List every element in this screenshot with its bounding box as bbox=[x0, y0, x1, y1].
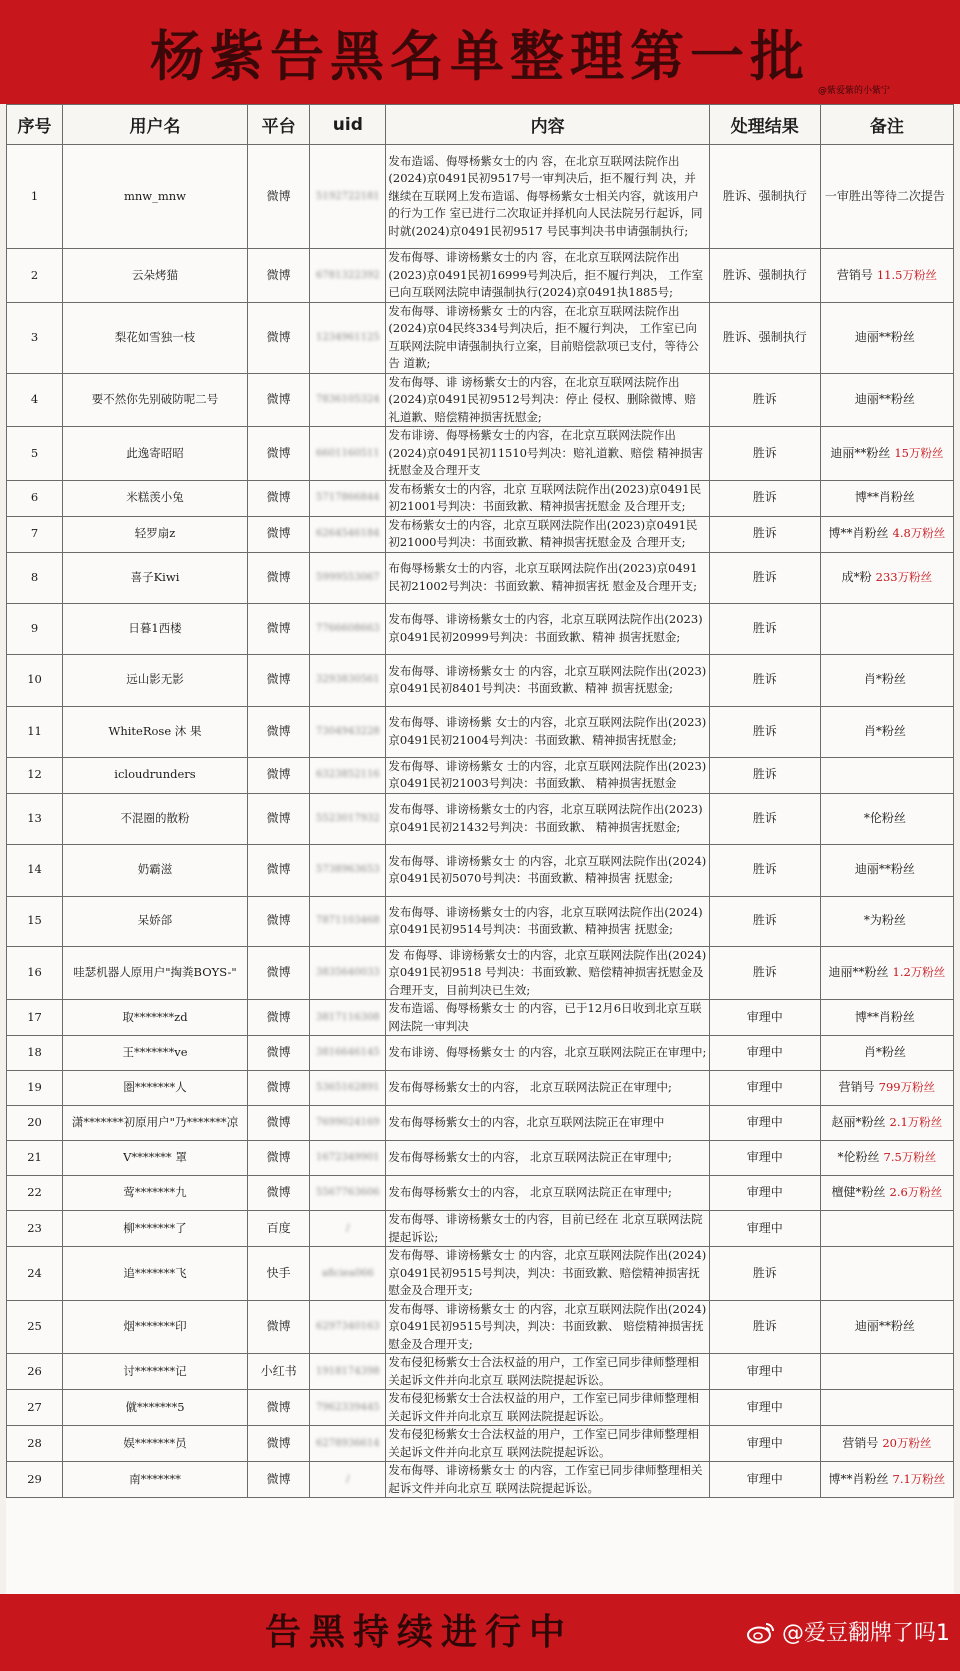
cell-note bbox=[820, 552, 953, 603]
note-text: 迪丽**粉丝 bbox=[854, 862, 915, 877]
fans-count: 233万粉丝 bbox=[875, 569, 933, 584]
cell-no: 16 bbox=[7, 946, 63, 1000]
cell-result: 审理中 bbox=[709, 1000, 820, 1036]
cell-username: 取*******zd bbox=[63, 1000, 248, 1036]
cell-result: 胜诉 bbox=[709, 516, 820, 552]
fans-count: 7.1万粉丝 bbox=[892, 1471, 946, 1486]
cell-result: 胜诉 bbox=[709, 603, 820, 654]
cell-username: 烟*******印 bbox=[63, 1300, 248, 1354]
note-text: 博**肖粉丝 bbox=[828, 1471, 889, 1486]
cell-note bbox=[820, 427, 953, 481]
header-note: 备注 bbox=[820, 105, 953, 145]
cell-username: 潇*******初原用户"乃*******凉 bbox=[63, 1106, 248, 1141]
cell-note bbox=[820, 1462, 953, 1498]
footer-text: 告黑持续进行中 bbox=[265, 1612, 574, 1653]
cell-no: 27 bbox=[7, 1390, 63, 1426]
cell-no: 24 bbox=[7, 1247, 63, 1301]
cell-content: 发布侮辱、诽谤杨紫女士的内容，北京互联网法院作出(2024)京0491民初9514号判决：书面致歉、精神损害 抚慰金; bbox=[386, 896, 709, 946]
cell-note bbox=[820, 516, 953, 552]
cell-uid: 5523017932 bbox=[310, 793, 386, 844]
cell-platform: 微博 bbox=[247, 249, 309, 303]
note-text: 赵丽*粉丝 bbox=[831, 1115, 886, 1130]
cell-content: 发布杨紫女士的内容，北京互联网法院作出(2023)京0491民初21000号判决：书面致歉、精神损害抚慰金及 合理开支; bbox=[386, 516, 709, 552]
cell-result: 审理中 bbox=[709, 1462, 820, 1498]
blacklist-table-wrap bbox=[6, 104, 954, 1594]
table-row bbox=[7, 603, 954, 654]
note-text: 成*粉 bbox=[841, 569, 872, 584]
cell-no: 15 bbox=[7, 896, 63, 946]
cell-username: 轻罗扇z bbox=[63, 516, 248, 552]
cell-content: 发布侮辱杨紫女士的内容， 北京互联网法院正在审理中; bbox=[386, 1071, 709, 1106]
note-text: 檀健*粉丝 bbox=[831, 1185, 886, 1200]
cell-no: 14 bbox=[7, 844, 63, 896]
cell-result: 胜诉 bbox=[709, 757, 820, 793]
table-header-row bbox=[7, 105, 954, 145]
cell-no: 9 bbox=[7, 603, 63, 654]
note-text: 肖*粉丝 bbox=[863, 1045, 906, 1060]
cell-result: 审理中 bbox=[709, 1176, 820, 1211]
cell-uid: 6297340163 bbox=[310, 1300, 386, 1354]
note-text: 一审胜出等待二次提告 bbox=[824, 188, 945, 203]
cell-note bbox=[820, 1426, 953, 1462]
cell-note bbox=[820, 654, 953, 706]
cell-username: 王*******ve bbox=[63, 1036, 248, 1071]
cell-platform: 微博 bbox=[247, 1036, 309, 1071]
cell-content: 发布造谣、侮辱杨紫女士的内 容，在北京互联网法院作出(2024)京0491民初9517号一审判决后，拒不履行判 决，并继续在互联网上发布造谣、侮辱杨紫女士相关内容，就该用户的行为工作 室已进行二次取证并择机向人民法院另行起诉，同时就(2024)京0491民初9517 号民事判决书申请强制执行; bbox=[386, 145, 709, 249]
fans-count: 2.6万粉丝 bbox=[889, 1185, 943, 1200]
cell-result: 胜诉 bbox=[709, 896, 820, 946]
cell-uid: 7699024169 bbox=[310, 1106, 386, 1141]
cell-username: 娱*******员 bbox=[63, 1426, 248, 1462]
cell-uid: 7766608663 bbox=[310, 603, 386, 654]
cell-platform: 微博 bbox=[247, 1106, 309, 1141]
cell-username: 讨*******记 bbox=[63, 1354, 248, 1390]
table-row bbox=[7, 654, 954, 706]
cell-username: 奶霸滋 bbox=[63, 844, 248, 896]
title-banner bbox=[0, 0, 960, 104]
cell-username: 日暮1西楼 bbox=[63, 603, 248, 654]
cell-note bbox=[820, 1106, 953, 1141]
cell-result: 审理中 bbox=[709, 1211, 820, 1247]
header-result: 处理结果 bbox=[709, 105, 820, 145]
cell-platform: 快手 bbox=[247, 1247, 309, 1301]
cell-no: 6 bbox=[7, 480, 63, 516]
table-row bbox=[7, 1071, 954, 1106]
cell-username: 要不然你先别破防呢二号 bbox=[63, 373, 248, 427]
blacklist-table bbox=[6, 104, 954, 1498]
cell-no: 22 bbox=[7, 1176, 63, 1211]
cell-platform: 微博 bbox=[247, 552, 309, 603]
table-row bbox=[7, 706, 954, 757]
cell-uid: 3835640033 bbox=[310, 946, 386, 1000]
table-row bbox=[7, 1141, 954, 1176]
cell-uid: / bbox=[310, 1211, 386, 1247]
cell-result: 胜诉、强制执行 bbox=[709, 249, 820, 303]
cell-content: 发布侮辱、诽谤杨紫女 士的内容，在北京互联网法院作出(2024)京04民终334号判决后，拒不履行判决， 工作室已向互联网法院申请强制执行立案，目前赔偿款项已支付，等待公告 道歉; bbox=[386, 302, 709, 373]
cell-result: 胜诉、强制执行 bbox=[709, 145, 820, 249]
cell-platform: 微博 bbox=[247, 1426, 309, 1462]
cell-platform: 微博 bbox=[247, 302, 309, 373]
cell-note bbox=[820, 1036, 953, 1071]
cell-username: V******* 罩 bbox=[63, 1141, 248, 1176]
cell-uid: 6781322392 bbox=[310, 249, 386, 303]
cell-uid: 6601160511 bbox=[310, 427, 386, 481]
cell-no: 4 bbox=[7, 373, 63, 427]
cell-uid: 3817116308 bbox=[310, 1000, 386, 1036]
cell-result: 胜诉 bbox=[709, 654, 820, 706]
cell-result: 胜诉 bbox=[709, 373, 820, 427]
cell-no: 11 bbox=[7, 706, 63, 757]
cell-uid: 7304943228 bbox=[310, 706, 386, 757]
cell-content: 发布侮辱、诽谤杨紫女士的内 容，在北京互联网法院作出(2023)京0491民初16999号判决后，拒不履行判决， 工作室已向互联网法院申请强制执行(2024)京0491执1885号; bbox=[386, 249, 709, 303]
cell-no: 3 bbox=[7, 302, 63, 373]
cell-platform: 微博 bbox=[247, 654, 309, 706]
note-text: 博**肖粉丝 bbox=[854, 1009, 915, 1024]
cell-uid: 1234961125 bbox=[310, 302, 386, 373]
cell-note bbox=[820, 946, 953, 1000]
table-row bbox=[7, 1211, 954, 1247]
table-row bbox=[7, 373, 954, 427]
fans-count: 7.5万粉丝 bbox=[883, 1150, 937, 1165]
cell-uid: 7836105324 bbox=[310, 373, 386, 427]
table-row bbox=[7, 302, 954, 373]
cell-platform: 微博 bbox=[247, 373, 309, 427]
cell-platform: 微博 bbox=[247, 1390, 309, 1426]
cell-platform: 微博 bbox=[247, 757, 309, 793]
cell-content: 发布侮辱、诽谤杨紫女士 的内容，北京互联网法院作出(2024)京0491民初9515号判决，判决：书面致歉、 赔偿精神损害抚慰金及合理开支; bbox=[386, 1300, 709, 1354]
cell-note bbox=[820, 1354, 953, 1390]
footer-banner bbox=[0, 1594, 960, 1671]
cell-uid: 5999553067 bbox=[310, 552, 386, 603]
table-row bbox=[7, 1426, 954, 1462]
cell-username: 云朵烤猫 bbox=[63, 249, 248, 303]
cell-result: 审理中 bbox=[709, 1426, 820, 1462]
cell-content: 发布侵犯杨紫女士合法权益的用户，工作室已同步律师整理相关起诉文件并向北京互 联网法院提起诉讼。 bbox=[386, 1390, 709, 1426]
cell-platform: 微博 bbox=[247, 946, 309, 1000]
table-body bbox=[7, 145, 954, 1498]
cell-uid: 1918174398 bbox=[310, 1354, 386, 1390]
page-title: 杨紫告黑名单整理第一批 bbox=[150, 24, 810, 88]
cell-platform: 微博 bbox=[247, 1071, 309, 1106]
cell-uid: 3293830561 bbox=[310, 654, 386, 706]
table-row bbox=[7, 1462, 954, 1498]
cell-username: 圏*******人 bbox=[63, 1071, 248, 1106]
note-text: 肖*粉丝 bbox=[863, 723, 906, 738]
cell-result: 审理中 bbox=[709, 1141, 820, 1176]
cell-note bbox=[820, 1247, 953, 1301]
cell-content: 发布侮辱杨紫女士的内容， 北京互联网法院正在审理中; bbox=[386, 1141, 709, 1176]
cell-username: 南******* bbox=[63, 1462, 248, 1498]
cell-no: 5 bbox=[7, 427, 63, 481]
note-text: 肖*粉丝 bbox=[863, 672, 906, 687]
cell-note bbox=[820, 145, 953, 249]
cell-content: 布侮辱杨紫女士的内容，北京互联网法院作出(2023)京0491民初21002号判决：书面致歉、精神损害抚 慰金及合理开支; bbox=[386, 552, 709, 603]
cell-result: 胜诉 bbox=[709, 844, 820, 896]
table-row bbox=[7, 516, 954, 552]
cell-result: 审理中 bbox=[709, 1106, 820, 1141]
cell-note bbox=[820, 1211, 953, 1247]
cell-uid: 5365162891 bbox=[310, 1071, 386, 1106]
cell-no: 10 bbox=[7, 654, 63, 706]
cell-note bbox=[820, 480, 953, 516]
cell-platform: 微博 bbox=[247, 603, 309, 654]
cell-uid: 5192722181 bbox=[310, 145, 386, 249]
table-row bbox=[7, 896, 954, 946]
cell-result: 胜诉 bbox=[709, 1247, 820, 1301]
cell-username: 远山影无影 bbox=[63, 654, 248, 706]
cell-no: 12 bbox=[7, 757, 63, 793]
table-row bbox=[7, 1300, 954, 1354]
table-row bbox=[7, 1354, 954, 1390]
cell-no: 8 bbox=[7, 552, 63, 603]
cell-platform: 小红书 bbox=[247, 1354, 309, 1390]
cell-username: 柳*******了 bbox=[63, 1211, 248, 1247]
cell-no: 23 bbox=[7, 1211, 63, 1247]
header-content: 内容 bbox=[386, 105, 709, 145]
cell-username: 哇瑟机器人原用户"掏粪BOYS-" bbox=[63, 946, 248, 1000]
cell-platform: 微博 bbox=[247, 706, 309, 757]
cell-uid: 6278936614 bbox=[310, 1426, 386, 1462]
fans-count: 4.8万粉丝 bbox=[892, 526, 946, 541]
cell-content: 发布侮辱、诽谤杨紫女士 的内容，北京互联网法院作出(2023)京0491民初8401号判决：书面致歉、精神 损害抚慰金; bbox=[386, 654, 709, 706]
cell-username: WhiteRose 沐 果 bbox=[63, 706, 248, 757]
table-row bbox=[7, 757, 954, 793]
cell-platform: 微博 bbox=[247, 1176, 309, 1211]
weibo-watermark bbox=[746, 1616, 950, 1647]
note-text: 营销号 bbox=[842, 1435, 879, 1450]
cell-note bbox=[820, 757, 953, 793]
cell-no: 1 bbox=[7, 145, 63, 249]
cell-result: 审理中 bbox=[709, 1071, 820, 1106]
cell-content: 发布侮辱、诽谤杨紫女士的内容，北京互联网法院作出(2023)京0491民初20999号判决：书面致歉、精神 损害抚慰金; bbox=[386, 603, 709, 654]
cell-platform: 微博 bbox=[247, 793, 309, 844]
table-row bbox=[7, 145, 954, 249]
cell-note bbox=[820, 1141, 953, 1176]
cell-username: 喜子Kiwi bbox=[63, 552, 248, 603]
cell-note bbox=[820, 1071, 953, 1106]
cell-username: 米糕羡小兔 bbox=[63, 480, 248, 516]
cell-content: 发布侵犯杨紫女士合法权益的用户，工作室已同步律师整理相关起诉文件并向北京互 联网法院提起诉讼。 bbox=[386, 1354, 709, 1390]
cell-uid: 7871103468 bbox=[310, 896, 386, 946]
cell-uid: 5738963653 bbox=[310, 844, 386, 896]
cell-platform: 微博 bbox=[247, 896, 309, 946]
cell-uid: 7962339445 bbox=[310, 1390, 386, 1426]
cell-username: 呆娇郃 bbox=[63, 896, 248, 946]
note-text: *伦粉丝 bbox=[837, 1150, 880, 1165]
note-text: 博**肖粉丝 bbox=[854, 490, 915, 505]
note-text: *伦粉丝 bbox=[863, 810, 906, 825]
cell-note bbox=[820, 249, 953, 303]
note-text: 迪丽**粉丝 bbox=[830, 445, 891, 460]
fans-count: 1.2万粉丝 bbox=[892, 965, 946, 979]
cell-uid: 6264546184 bbox=[310, 516, 386, 552]
header-platform: 平台 bbox=[247, 105, 309, 145]
cell-platform: 微博 bbox=[247, 844, 309, 896]
fans-count: 11.5万粉丝 bbox=[876, 267, 937, 282]
cell-uid: 1672349901 bbox=[310, 1141, 386, 1176]
cell-username: icloudrunders bbox=[63, 757, 248, 793]
cell-result: 胜诉 bbox=[709, 427, 820, 481]
cell-platform: 微博 bbox=[247, 1462, 309, 1498]
cell-content: 发布诽谤、侮辱杨紫女士 的内容，北京互联网法院正在审理中; bbox=[386, 1036, 709, 1071]
cell-no: 18 bbox=[7, 1036, 63, 1071]
cell-result: 胜诉 bbox=[709, 946, 820, 1000]
cell-result: 胜诉 bbox=[709, 793, 820, 844]
cell-result: 胜诉 bbox=[709, 1300, 820, 1354]
cell-no: 26 bbox=[7, 1354, 63, 1390]
table-row bbox=[7, 552, 954, 603]
cell-content: 发布杨紫女士的内容，北京 互联网法院作出(2023)京0491民初21001号判决：书面致歉、精神损害抚慰金 及合理开支; bbox=[386, 480, 709, 516]
header-no: 序号 bbox=[7, 105, 63, 145]
cell-username: 不混圈的散粉 bbox=[63, 793, 248, 844]
cell-platform: 微博 bbox=[247, 427, 309, 481]
cell-content: 发布造谣、侮辱杨紫女士 的内容，已于12月6日收到北京互联网法院一审判决 bbox=[386, 1000, 709, 1036]
cell-result: 胜诉、强制执行 bbox=[709, 302, 820, 373]
cell-uid: 6323852116 bbox=[310, 757, 386, 793]
table-row bbox=[7, 793, 954, 844]
fans-count: 15万粉丝 bbox=[894, 445, 944, 460]
banner-credit: @紫爱紫的小紫宁 bbox=[817, 86, 890, 96]
watermark-text: @爱豆翻牌了吗1 bbox=[782, 1621, 950, 1646]
note-text: 营销号 bbox=[838, 1080, 875, 1095]
cell-content: 发布侮辱杨紫女士的内容，北京互联网法院正在审理中 bbox=[386, 1106, 709, 1141]
cell-content: 发布侵犯杨紫女士合法权益的用户，工作室已同步律师整理相关起诉文件并向北京互 联网法院提起诉讼。 bbox=[386, 1426, 709, 1462]
table-row bbox=[7, 1390, 954, 1426]
note-text: *为粉丝 bbox=[863, 913, 906, 928]
cell-no: 21 bbox=[7, 1141, 63, 1176]
table-row bbox=[7, 1247, 954, 1301]
cell-uid: / bbox=[310, 1462, 386, 1498]
cell-platform: 百度 bbox=[247, 1211, 309, 1247]
cell-note bbox=[820, 896, 953, 946]
cell-content: 发布侮辱、诽 谤杨紫女士的内容，在北京互联网法院作出(2024)京0491民初9512号判决：停止 侵权、删除微博、赔礼道歉、赔偿精神损害抚慰金; bbox=[386, 373, 709, 427]
cell-username: 梨花如雪独一枝 bbox=[63, 302, 248, 373]
header-uid: uid bbox=[310, 105, 386, 145]
cell-note bbox=[820, 844, 953, 896]
cell-result: 审理中 bbox=[709, 1390, 820, 1426]
cell-no: 20 bbox=[7, 1106, 63, 1141]
table-row bbox=[7, 1036, 954, 1071]
cell-result: 胜诉 bbox=[709, 706, 820, 757]
cell-note bbox=[820, 1300, 953, 1354]
table-row bbox=[7, 946, 954, 1000]
cell-uid: 5717866844 bbox=[310, 480, 386, 516]
cell-uid: a8ciea066 bbox=[310, 1247, 386, 1301]
note-text: 迪丽**粉丝 bbox=[854, 1319, 915, 1333]
cell-uid: 5567763606 bbox=[310, 1176, 386, 1211]
cell-username: 此逸寄昭昭 bbox=[63, 427, 248, 481]
cell-no: 17 bbox=[7, 1000, 63, 1036]
cell-content: 发布侮辱、诽谤杨紫女 士的内容，北京互联网法院作出(2023)京0491民初21003号判决：书面致歉、 精神损害抚慰金 bbox=[386, 757, 709, 793]
cell-content: 发布侮辱、诽谤杨紫女士 的内容，北京互联网法院作出(2024)京0491民初9515号判决，判决：书面致歉、赔偿精神损害抚慰金及合理开支; bbox=[386, 1247, 709, 1301]
cell-platform: 微博 bbox=[247, 1000, 309, 1036]
cell-result: 审理中 bbox=[709, 1036, 820, 1071]
table-row bbox=[7, 1176, 954, 1211]
fans-count: 2.1万粉丝 bbox=[889, 1115, 943, 1130]
cell-no: 2 bbox=[7, 249, 63, 303]
table-row bbox=[7, 1000, 954, 1036]
cell-content: 发 布侮辱、诽谤杨紫女士的内容，北京互联网法院作出(2024)京0491民初9518 号判决：书面致歉、赔偿精神损害抚慰金及合理开支，目前判决已生效; bbox=[386, 946, 709, 1000]
cell-note bbox=[820, 302, 953, 373]
cell-content: 发布侮辱、诽谤杨紫女士的内容，目前已经在 北京互联网法院提起诉讼; bbox=[386, 1211, 709, 1247]
cell-content: 发布诽谤、侮辱杨紫女士的内容，在北京互联网法院作出(2024)京0491民初11510号判决：赔礼道歉、赔偿 精神损害抚慰金及合理开支 bbox=[386, 427, 709, 481]
note-text: 营销号 bbox=[836, 267, 873, 282]
table-row bbox=[7, 427, 954, 481]
cell-no: 28 bbox=[7, 1426, 63, 1462]
cell-username: mnw_mnw bbox=[63, 145, 248, 249]
note-text: 博**肖粉丝 bbox=[828, 526, 889, 541]
note-text: 迪丽**粉丝 bbox=[854, 392, 915, 406]
cell-note bbox=[820, 1000, 953, 1036]
cell-note bbox=[820, 706, 953, 757]
table-row bbox=[7, 249, 954, 303]
cell-result: 胜诉 bbox=[709, 552, 820, 603]
cell-content: 发布侮辱、诽谤杨紫女士 的内容，北京互联网法院作出(2024)京0491民初5070号判决：书面致歉、精神损害 抚慰金; bbox=[386, 844, 709, 896]
fans-count: 799万粉丝 bbox=[878, 1080, 936, 1095]
table-row bbox=[7, 1106, 954, 1141]
cell-note bbox=[820, 1176, 953, 1211]
cell-note bbox=[820, 1390, 953, 1426]
cell-content: 发布侮辱、诽谤杨紫女士的内容，北京互联网法院作出(2023)京0491民初21432号判决：书面致歉、 精神损害抚慰金; bbox=[386, 793, 709, 844]
cell-content: 发布侮辱、诽谤杨紫 女士的内容，北京互联网法院作出(2023)京0491民初21004号判决：书面致歉、精神损害抚慰金; bbox=[386, 706, 709, 757]
cell-note bbox=[820, 793, 953, 844]
fans-count: 20万粉丝 bbox=[882, 1435, 932, 1450]
cell-username: 莺*******九 bbox=[63, 1176, 248, 1211]
cell-username: 追*******飞 bbox=[63, 1247, 248, 1301]
cell-platform: 微博 bbox=[247, 1300, 309, 1354]
cell-result: 胜诉 bbox=[709, 480, 820, 516]
cell-result: 审理中 bbox=[709, 1354, 820, 1390]
note-text: 迪丽**粉丝 bbox=[828, 965, 889, 979]
table-row bbox=[7, 480, 954, 516]
cell-no: 7 bbox=[7, 516, 63, 552]
table-row bbox=[7, 844, 954, 896]
cell-note bbox=[820, 603, 953, 654]
cell-uid: 3816646145 bbox=[310, 1036, 386, 1071]
note-text: 迪丽**粉丝 bbox=[854, 329, 915, 344]
cell-content: 发布侮辱杨紫女士的内容， 北京互联网法院正在审理中; bbox=[386, 1176, 709, 1211]
cell-platform: 微博 bbox=[247, 145, 309, 249]
cell-no: 25 bbox=[7, 1300, 63, 1354]
cell-no: 29 bbox=[7, 1462, 63, 1498]
cell-no: 19 bbox=[7, 1071, 63, 1106]
cell-platform: 微博 bbox=[247, 480, 309, 516]
cell-username: 僦*******5 bbox=[63, 1390, 248, 1426]
cell-platform: 微博 bbox=[247, 516, 309, 552]
cell-no: 13 bbox=[7, 793, 63, 844]
cell-note bbox=[820, 373, 953, 427]
header-username: 用户名 bbox=[63, 105, 248, 145]
cell-content: 发布侮辱、诽谤杨紫女士 的内容，工作室已同步律师整理相关起诉文件并向北京互 联网法院提起诉讼。 bbox=[386, 1462, 709, 1498]
weibo-logo-icon bbox=[746, 1620, 776, 1644]
cell-platform: 微博 bbox=[247, 1141, 309, 1176]
